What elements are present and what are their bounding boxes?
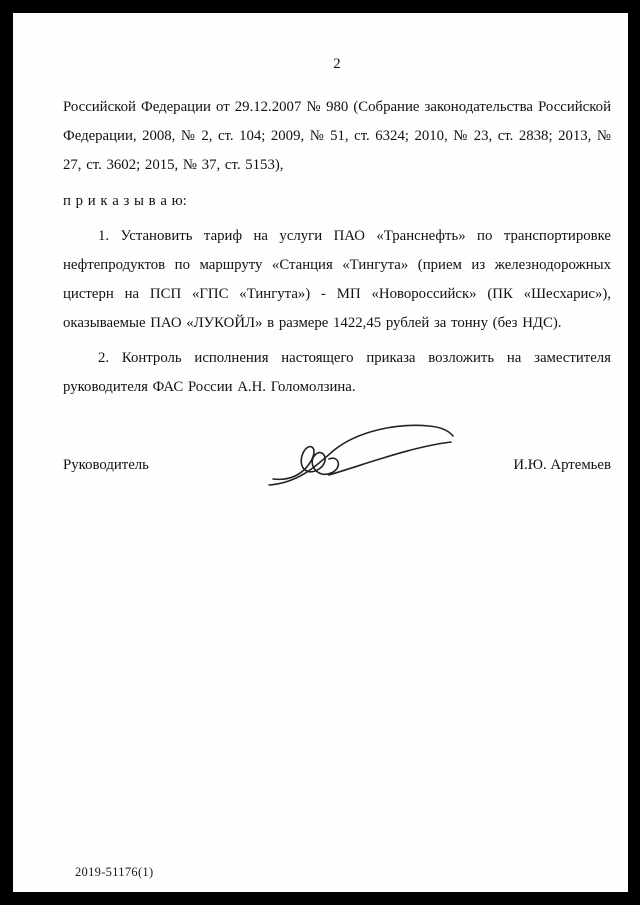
order-item-2: 2. Контроль исполнения настоящего приказа возложить на заместителя руководителя ФАС России А.Н. Голомолзина.	[63, 350, 611, 395]
order-item-1: 1. Установить тариф на услуги ПАО «Транснефть» по транспортировке нефтепродуктов по маршруту «Станция «Тингута» (прием из железнодорожных цистерн на ПСП «ГПС «Тингута») - МП «Новороссийск» (ПК «Шесхарис»), оказываемые ПАО «ЛУКОЙЛ» в размере 1422,45 рублей за тонну (без НДС).	[63, 228, 611, 331]
page-number: 2	[333, 56, 341, 72]
decree-word: п р и к а з ы в а ю:	[63, 193, 187, 209]
signer-position: Руководитель	[63, 457, 149, 473]
document-text-area	[63, 13, 611, 480]
signature-block	[63, 451, 611, 480]
document-page	[13, 13, 628, 892]
signature-mark	[259, 417, 455, 493]
paragraph-continuation: Российской Федерации от 29.12.2007 № 980 (Собрание законодательства Российской Федерации, 2008, № 2, ст. 104; 2009, № 51, ст. 6324; 2010, № 23, ст. 2838; 2013, № 27, ст. 3602; 2015, № 37, ст. 5153),	[63, 99, 611, 173]
document-id-footer: 2019-51176(1)	[75, 865, 154, 879]
signer-name: И.Ю. Артемьев	[513, 457, 611, 473]
